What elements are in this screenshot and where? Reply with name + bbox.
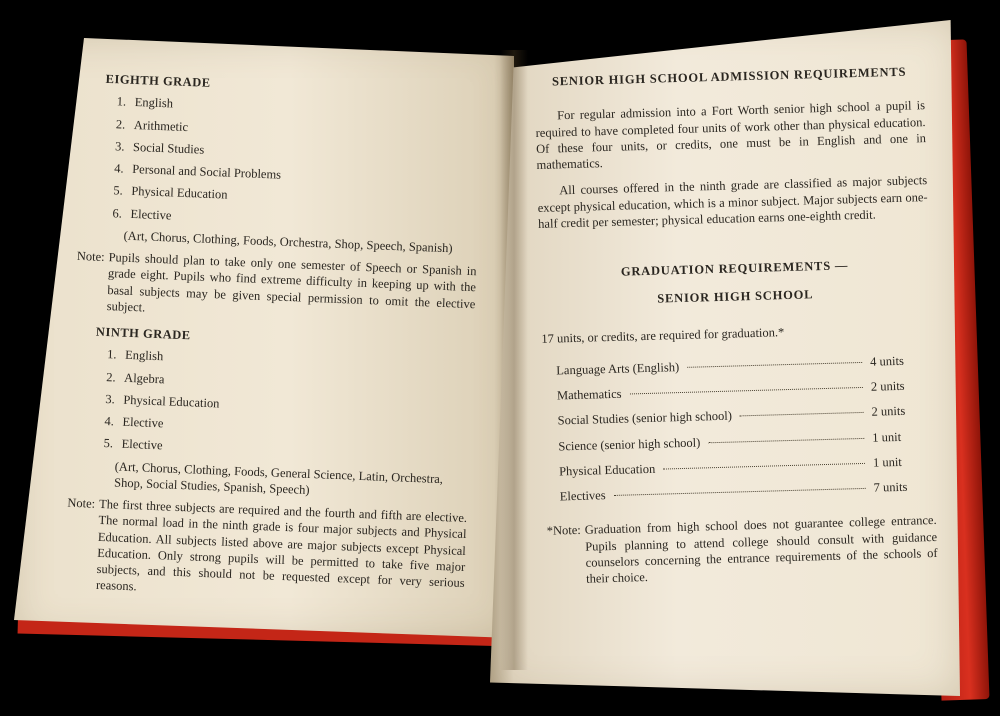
graduation-title: GRADUATION REQUIREMENTS — <box>620 258 849 279</box>
graduation-subtitle: SENIOR HIGH SCHOOL <box>657 287 814 306</box>
requirement-row <box>558 427 934 454</box>
list-item: 5. Physical Education <box>113 183 228 202</box>
eighth-grade-elective-options: (Art, Chorus, Clothing, Foods, Orchestra, Shop, Speech, Spanish) <box>123 228 453 256</box>
requirement-units: 1 unit <box>872 429 902 445</box>
leader-dots <box>708 437 864 442</box>
requirement-row <box>557 377 933 404</box>
requirement-row <box>560 478 936 505</box>
leader-dots <box>740 412 864 416</box>
requirement-row <box>557 402 933 429</box>
requirement-subject: Social Studies (senior high school) <box>557 408 733 428</box>
graduation-intro: 17 units, or credits, are required for graduation.* <box>541 324 785 346</box>
requirement-subject: Electives <box>559 488 606 504</box>
requirement-row <box>556 352 932 379</box>
list-item: 4. Personal and Social Problems <box>113 161 282 182</box>
left-page-text <box>64 70 484 615</box>
book-gutter <box>500 50 528 670</box>
footnote-text: Graduation from high school does not guarantee college entrance. Pupils planning to attend college should consult with guidance counselors concerning the entrance requirements of the schools of their choice. <box>584 513 938 586</box>
list-item: 2. Algebra <box>105 369 165 386</box>
requirement-subject: Language Arts (English) <box>556 359 680 378</box>
ninth-grade-heading: NINTH GRADE <box>95 324 191 343</box>
note-label: Note: <box>76 248 105 264</box>
note-label: Note: <box>67 495 96 511</box>
list-item: 1. English <box>116 94 174 111</box>
requirement-units: 1 unit <box>872 454 902 470</box>
list-item: 4. Elective <box>104 414 164 431</box>
eighth-grade-note <box>75 248 477 328</box>
list-item: 2. Arithmetic <box>115 116 189 134</box>
leader-dots <box>614 488 866 496</box>
requirement-units: 4 units <box>869 353 905 369</box>
requirement-units: 2 units <box>870 378 905 394</box>
admission-paragraph-1: For regular admission into a Fort Worth senior high school a pupil is required to have completed four units of work other than physical education. Of these four units, or credits, one must be in English and one in mathematics. <box>535 98 927 172</box>
requirement-subject: Science (senior high school) <box>558 435 701 453</box>
leader-dots <box>687 362 862 368</box>
note-text: Pupils should plan to take only one semester of Speech or Spanish in grade eight. Pupils who find extreme difficulty in keeping up with the basal subjects may be given special permission to omit the elective subject. <box>106 250 477 315</box>
admission-title: SENIOR HIGH SCHOOL ADMISSION REQUIREMENTS <box>551 64 907 89</box>
eighth-grade-heading: EIGHTH GRADE <box>105 71 211 90</box>
list-item: 5. Elective <box>103 436 163 453</box>
ninth-grade-subject-list <box>69 345 473 466</box>
ninth-grade-elective-options: (Art, Chorus, Clothing, Foods, General Science, Latin, Orchestra, Shop, Social Studies, Spanish, Speech) <box>113 458 444 497</box>
right-page-text <box>534 63 938 588</box>
eighth-grade-subject-list <box>78 92 483 235</box>
requirement-units: 2 units <box>871 404 906 419</box>
list-item: 3. Social Studies <box>114 139 205 157</box>
leader-dots <box>630 387 863 395</box>
list-item: 3. Physical Education <box>105 391 220 411</box>
requirement-units: 7 units <box>873 479 908 495</box>
list-item: 6. Elective <box>112 205 172 222</box>
requirement-subject: Physical Education <box>558 461 656 479</box>
note-text: The first three subjects are required and the fourth and fifth are elective. The normal load in the ninth grade is four major subjects and Physical Education. All subjects listed above are major subjects except Physical Education. Only strong pupils will be permitted to take five major subjects, and this should not be requested except for very serious reasons. <box>95 496 468 594</box>
list-item: 1. English <box>106 347 164 364</box>
footnote-label: *Note: <box>546 523 581 539</box>
ninth-grade-note <box>64 495 467 608</box>
requirement-subject: Mathematics <box>556 386 622 403</box>
graduation-footnote <box>547 512 939 588</box>
leader-dots <box>663 463 865 470</box>
requirement-row <box>559 453 935 480</box>
admission-paragraph-2: All courses offered in the ninth grade are classified as major subjects except physical education, which is a minor subject. Major subjects earn one-half credit per semester; physical education earns one-eighth credit. <box>537 173 928 231</box>
